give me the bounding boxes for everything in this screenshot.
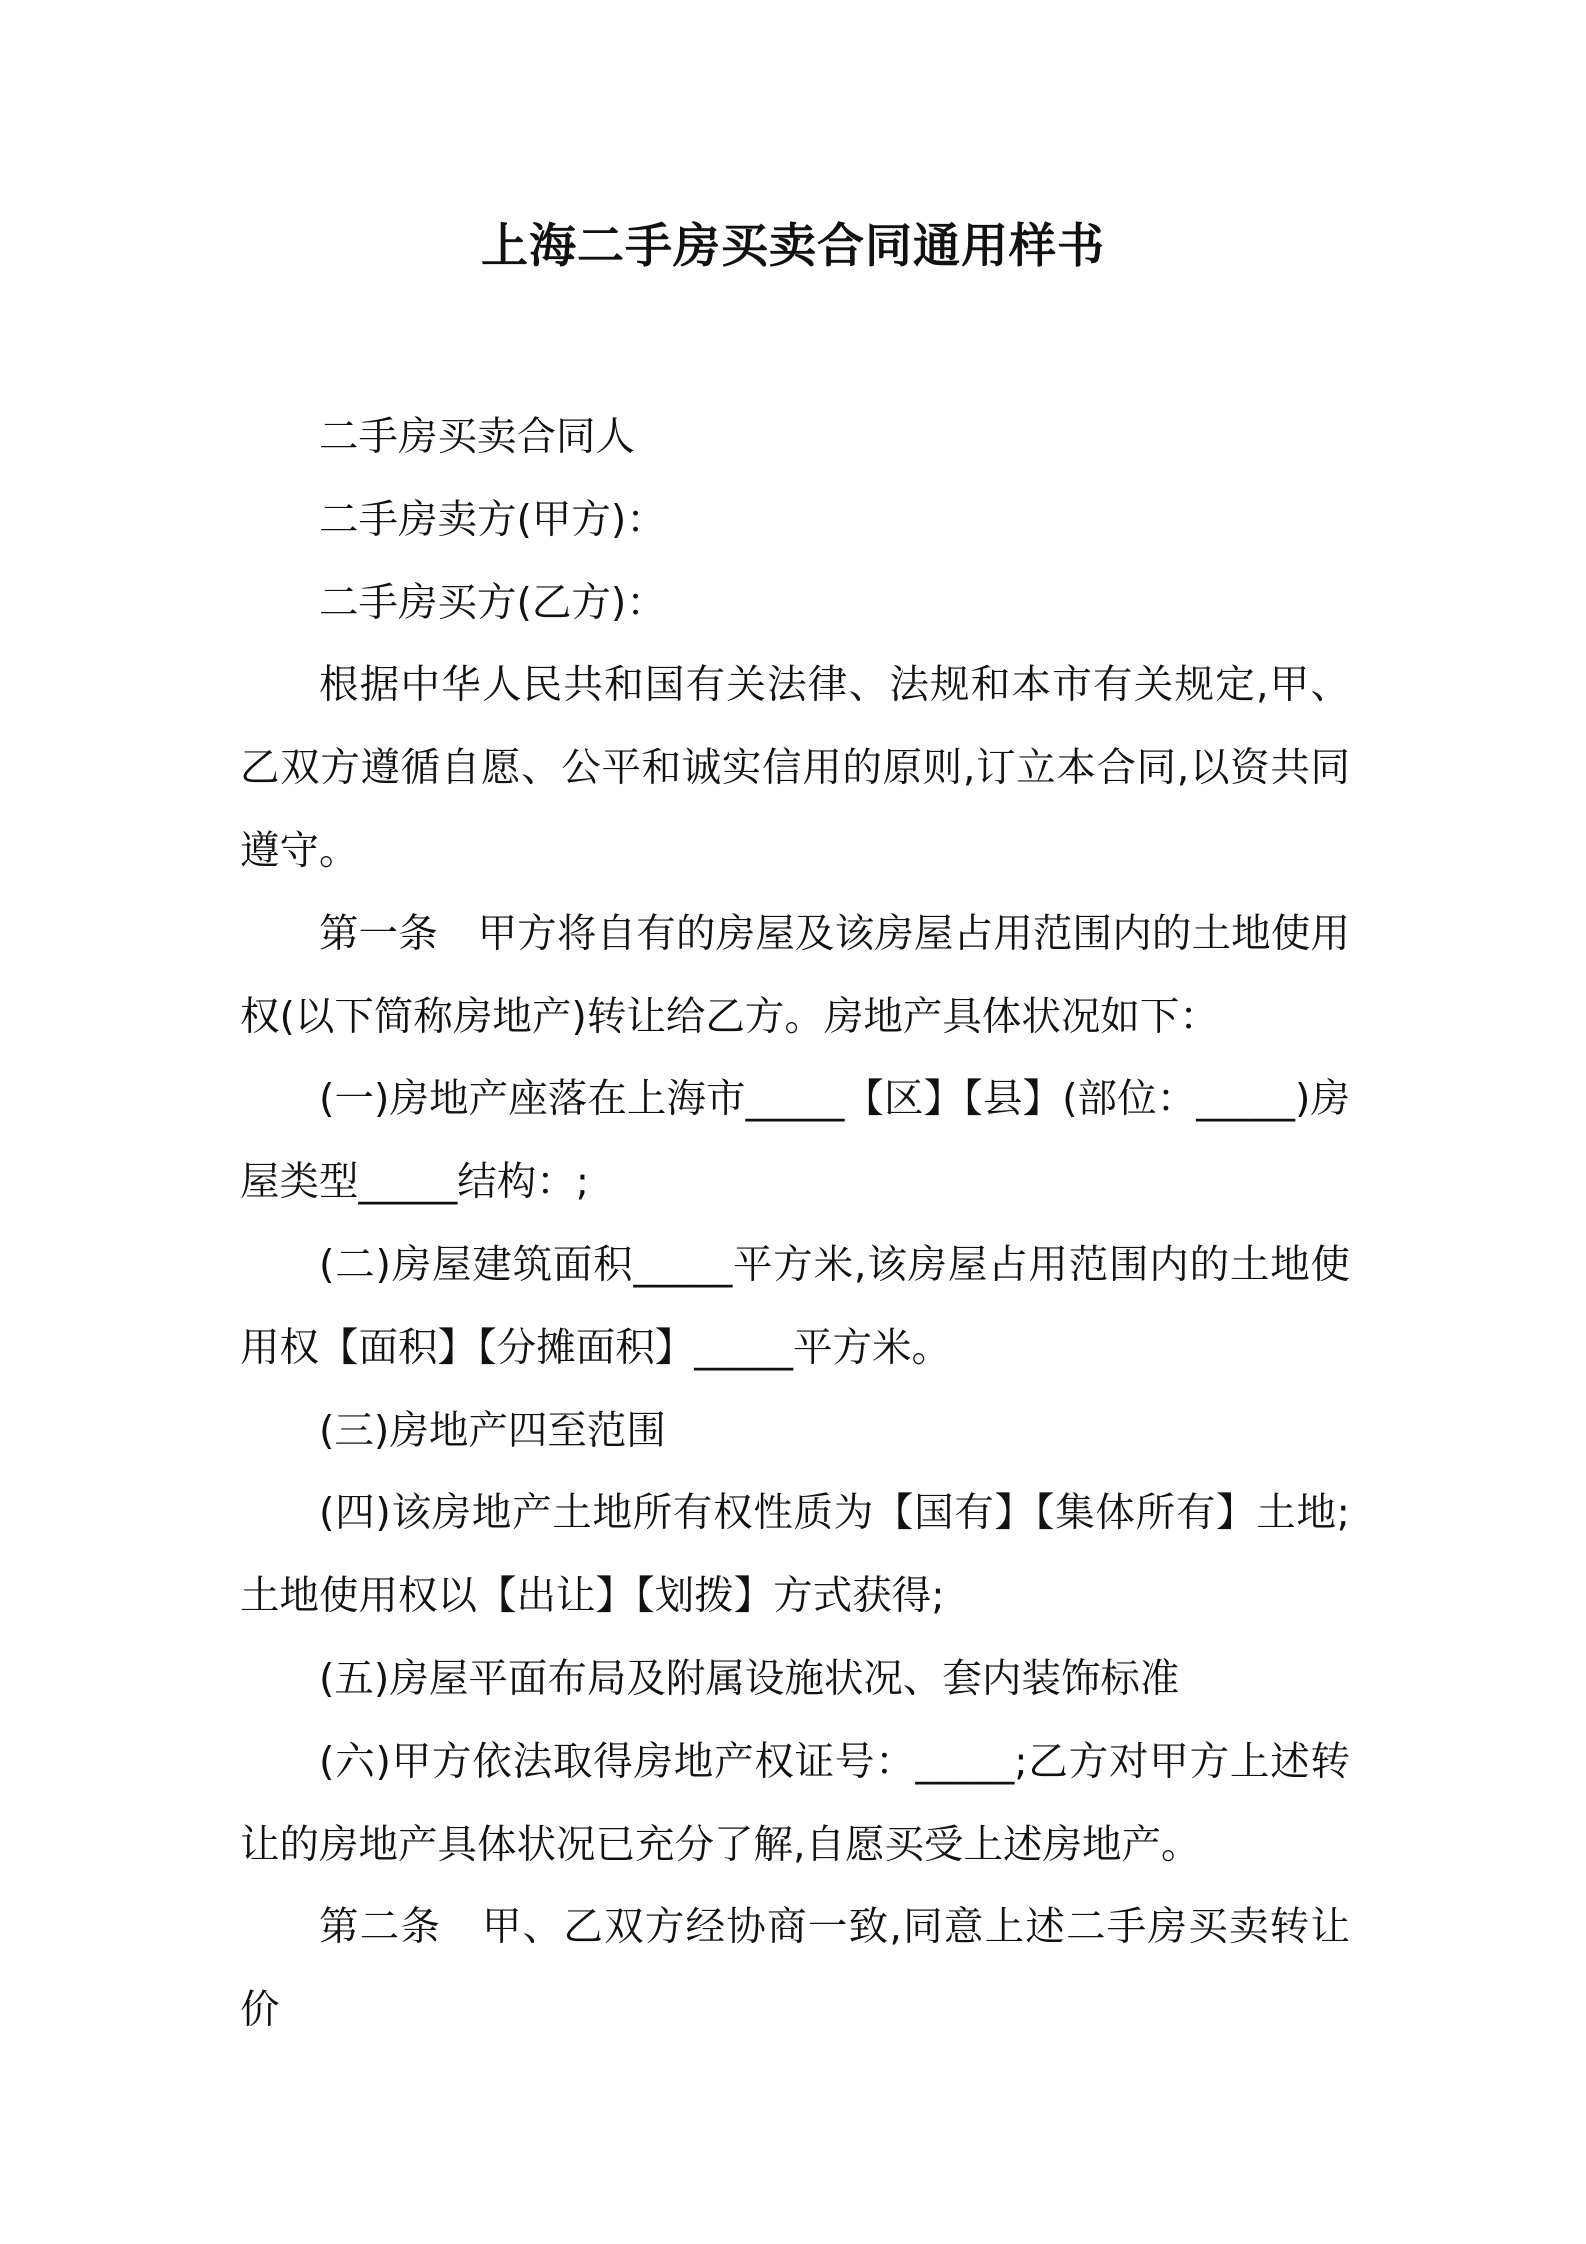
item-5-layout-paragraph: (五)房屋平面布局及附属设施状况、套内装饰标准 <box>319 1655 1180 1702</box>
document-body <box>240 396 1350 2052</box>
item-2-area-paragraph: (二)房屋建筑面积_____平方米,该房屋占用范围内的土地使用权【面积】【分摊面积】_____平方米。 <box>240 1241 1350 1371</box>
document-title: 上海二手房买卖合同通用样书 <box>481 219 1105 274</box>
item-4-land-rights-paragraph: (四)该房地产土地所有权性质为【国有】【集体所有】土地;土地使用权以【出让】【划拨】方式获得; <box>240 1490 1350 1620</box>
seller-line: 二手房卖方(甲方)： <box>319 496 666 543</box>
item-3-boundaries-paragraph: (三)房地产四至范围 <box>319 1407 666 1454</box>
article-2-paragraph: 第二条 甲、乙双方经协商一致,同意上述二手房买卖转让价 <box>240 1904 1350 2034</box>
contract-parties-heading: 二手房买卖合同人 <box>319 414 635 460</box>
item-1-location-paragraph: (一)房地产座落在上海市_____【区】【县】(部位：_____)房屋类型_____结构：; <box>240 1076 1350 1206</box>
preamble-paragraph: 根据中华人民共和国有关法律、法规和本市有关规定,甲、乙双方遵循自愿、公平和诚实信用的原则,订立本合同,以资共同遵守。 <box>240 662 1350 874</box>
item-6-certificate-paragraph: (六)甲方依法取得房地产权证号：_____;乙方对甲方上述转让的房地产具体状况已充分了解,自愿买受上述房地产。 <box>240 1738 1350 1868</box>
buyer-line: 二手房买方(乙方)： <box>319 579 666 626</box>
article-1-paragraph: 第一条 甲方将自有的房屋及该房屋占用范围内的土地使用权(以下简称房地产)转让给乙方。房地产具体状况如下： <box>240 910 1350 1040</box>
